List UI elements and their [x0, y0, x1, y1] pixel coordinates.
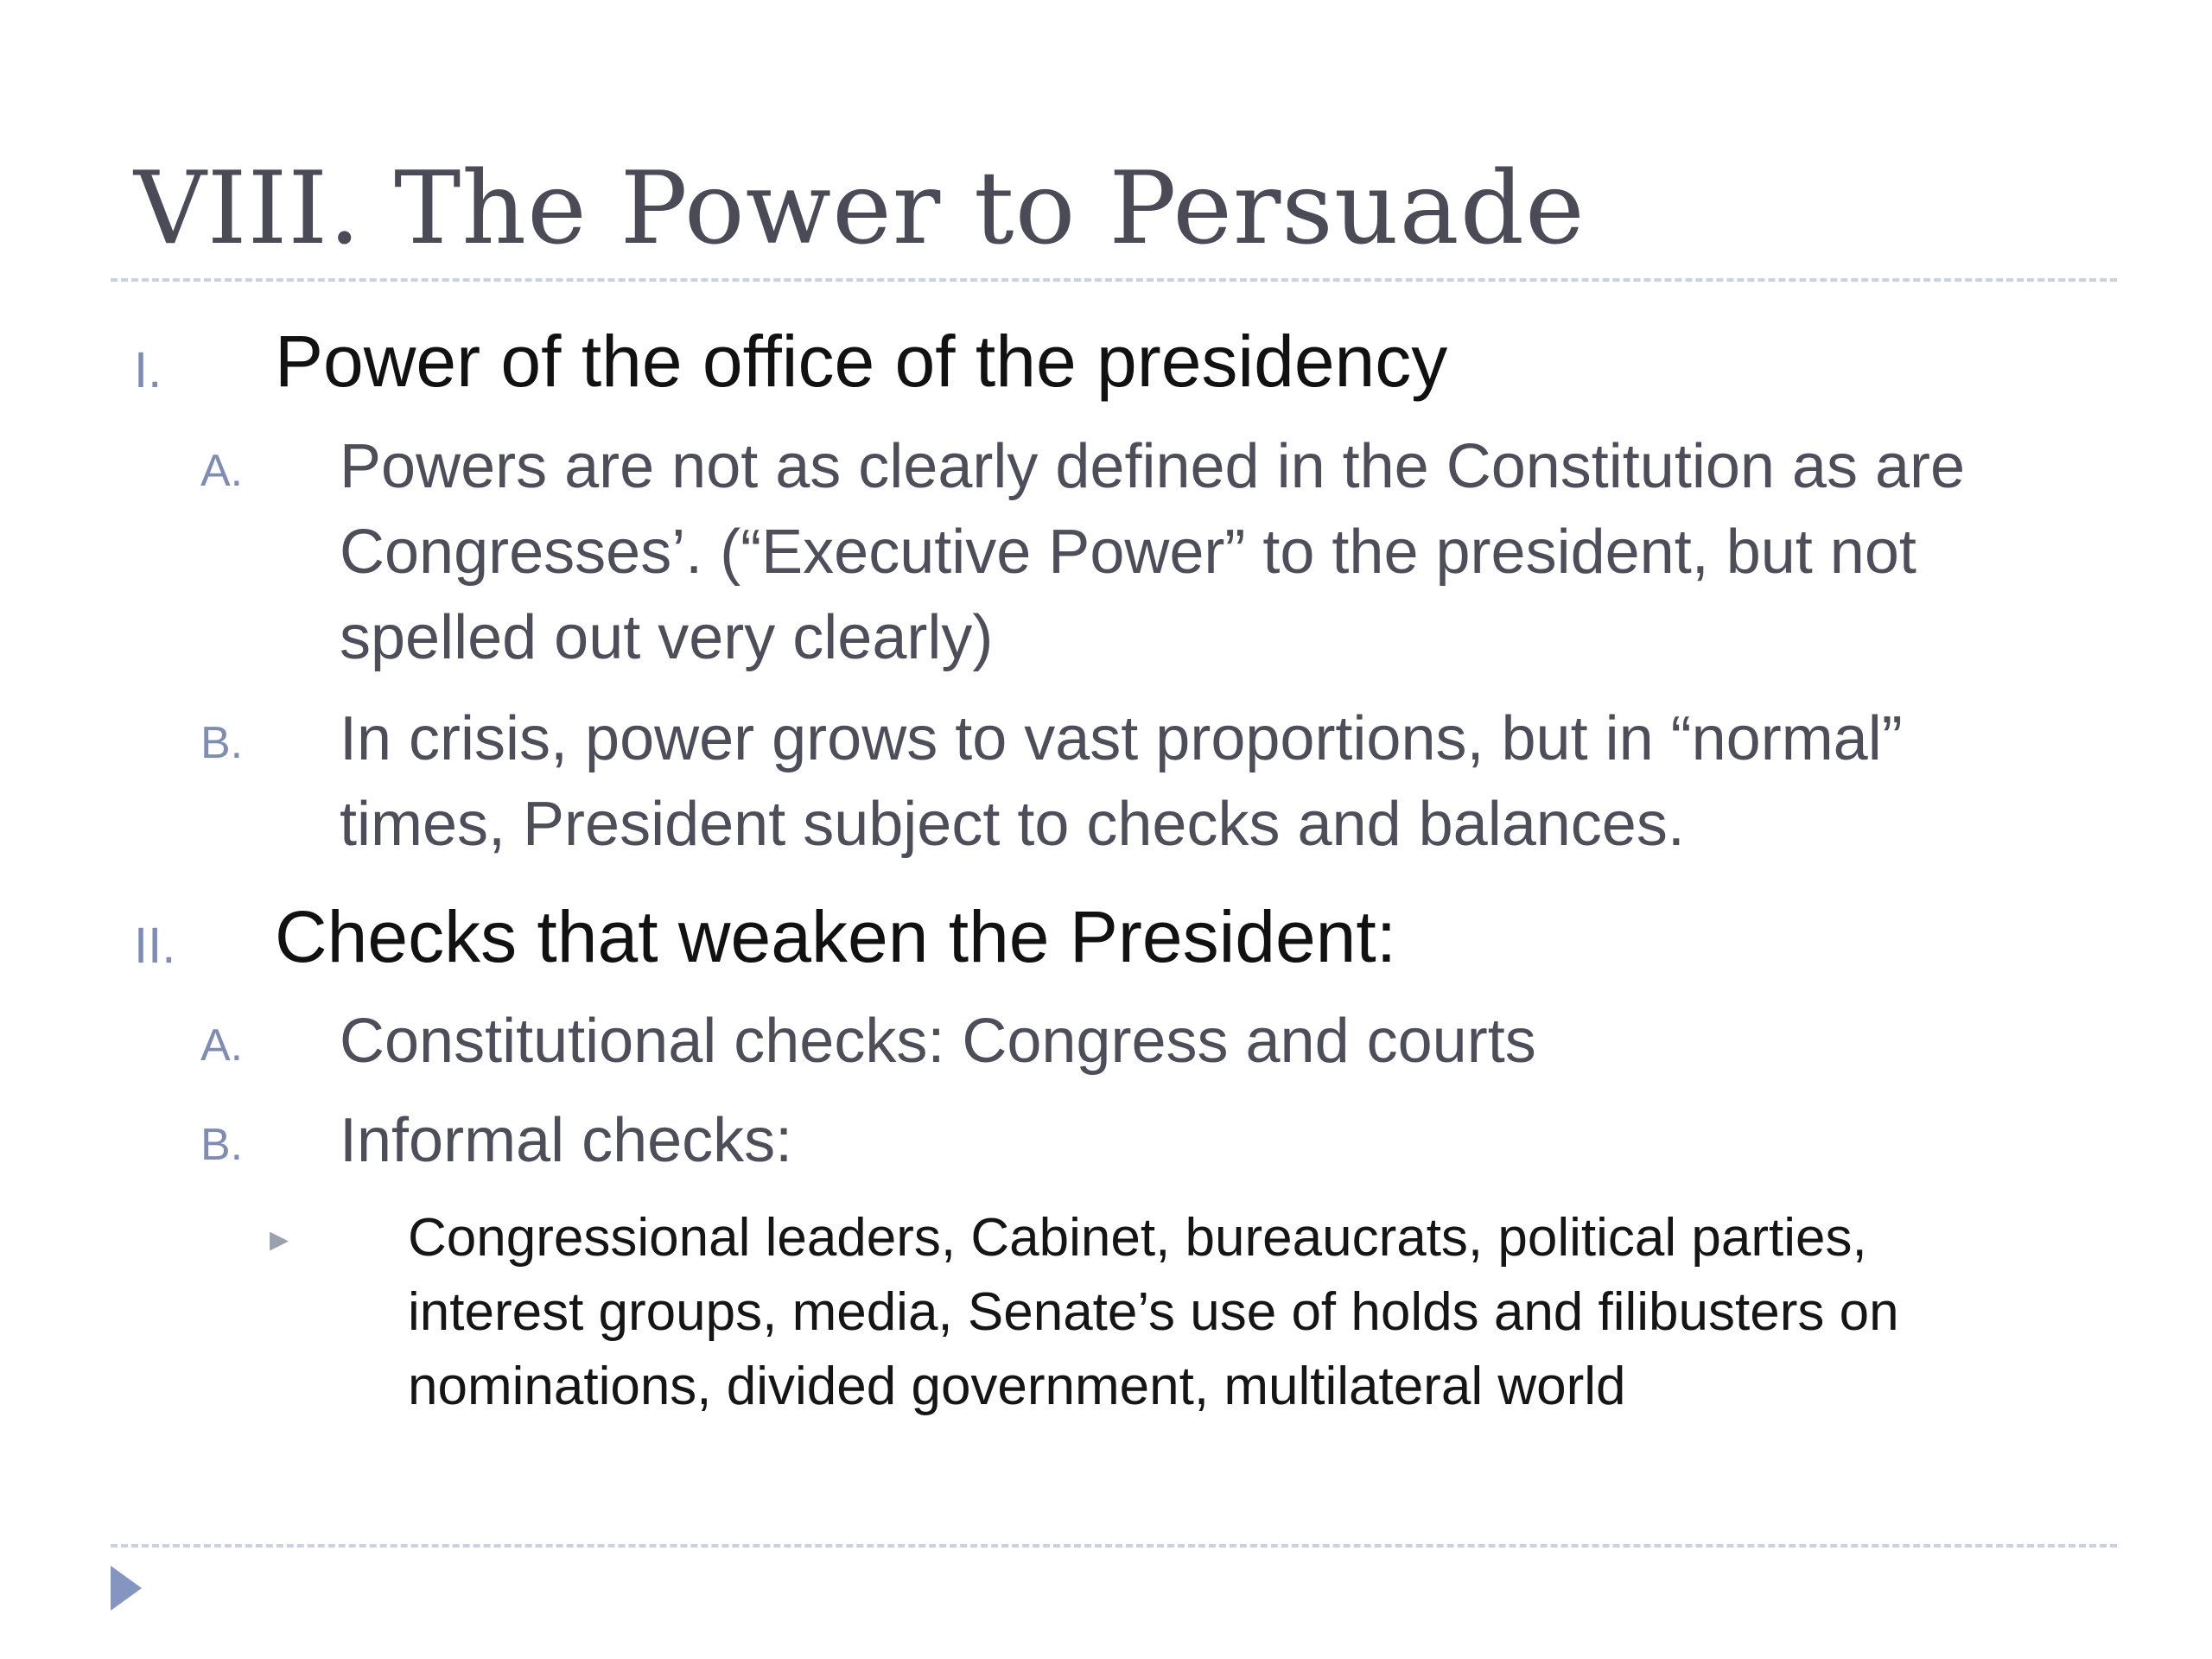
outline-item-1a-line-2: Congresses’. (“Executive Power” to the president, but not [340, 518, 1916, 587]
outline-item-2a-marker: A. [200, 1020, 244, 1071]
footer-divider [111, 1544, 2117, 1548]
outline-item-1a-marker: A. [200, 446, 244, 496]
outline-item-1-marker: I. [134, 342, 162, 398]
outline-item-2-marker: II. [134, 918, 176, 974]
outline-item-2b-bullet-line-3: nominations, divided government, multilateral world [408, 1357, 1626, 1416]
outline-item-1b-line-2: times, President subject to checks and balances. [340, 790, 1685, 859]
outline-item-1a-line-3: spelled out very clearly) [340, 603, 994, 672]
outline-item-1b-marker: B. [200, 718, 244, 768]
outline-item-1a-line-1: Powers are not as clearly defined in the Constitution as are [340, 432, 1966, 501]
outline-item-2b-marker: B. [200, 1120, 244, 1170]
slide-title: VIII. The Power to Persuade [134, 150, 1586, 267]
outline-item-1b-line-1: In crisis, power grows to vast proportions, but in “normal” [340, 704, 1903, 773]
outline-item-2-text: Checks that weaken the President: [275, 896, 1397, 977]
outline-item-2b-bullet-line-2: interest groups, media, Senate’s use of holds and filibusters on [408, 1282, 1899, 1342]
outline-item-2a-text: Constitutional checks: Congress and courts [340, 1007, 1536, 1076]
outline-item-2b-bullet-line-1: Congressional leaders, Cabinet, bureaucrats, political parties, [408, 1208, 1867, 1268]
outline-item-2b-text: Informal checks: [340, 1106, 793, 1175]
triangle-bullet-icon: ▸ [270, 1217, 289, 1260]
play-arrow-icon[interactable] [111, 1566, 142, 1611]
title-divider [111, 278, 2117, 282]
outline-item-1-text: Power of the office of the presidency [275, 321, 1448, 402]
